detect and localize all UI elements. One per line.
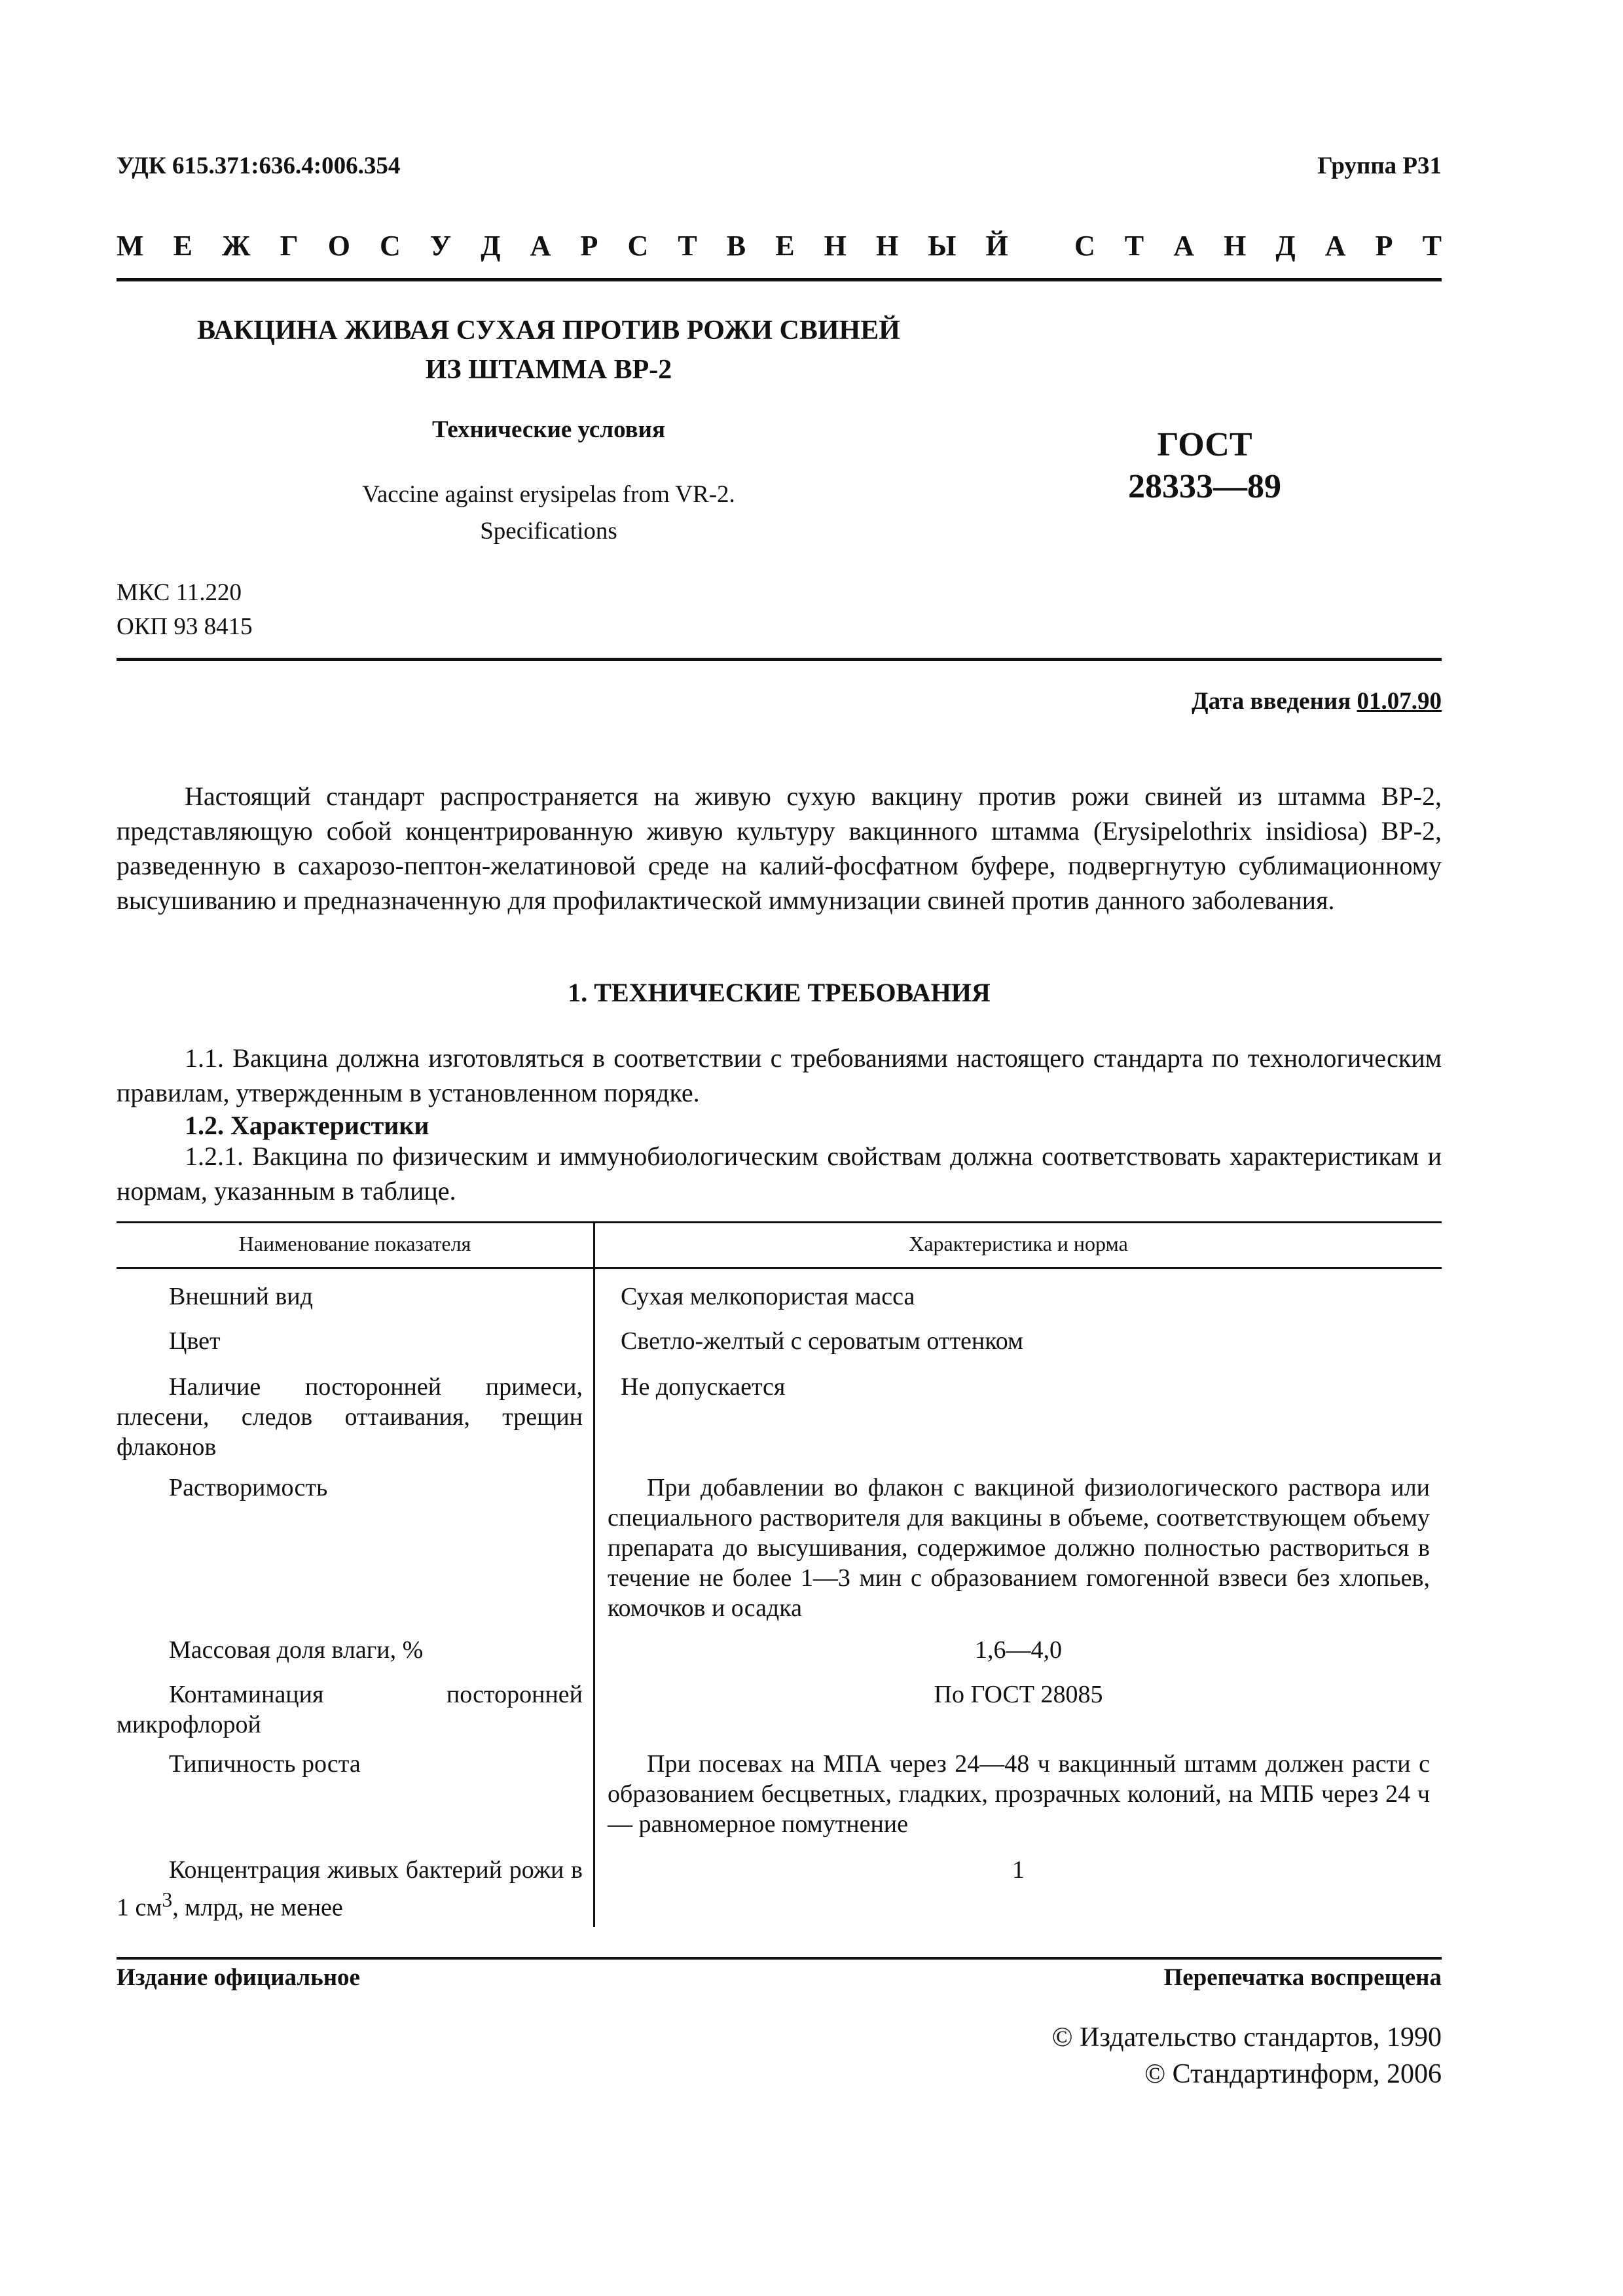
table-row-name-part: , млрд, не менее	[172, 1893, 343, 1922]
gost-number	[1087, 424, 1322, 508]
table-column-divider	[593, 1221, 595, 1927]
title-line-2: ИЗ ШТАММА ВР-2	[425, 355, 672, 385]
table-row-value: По ГОСТ 28085	[934, 1681, 1103, 1708]
effective-date-value: 01.07.90	[1357, 688, 1442, 715]
banner-letter: С	[380, 230, 401, 262]
banner-letter: Р	[580, 230, 598, 262]
banner-letter: Н	[824, 230, 847, 262]
classification-codes	[117, 576, 253, 644]
clause-1-2-1: 1.2.1. Вакцина по физическим и иммунобиологическим свойствам должна соответствовать характеристикам и нормам, указанным в таблице.	[117, 1141, 1442, 1206]
copyright-block	[1052, 2019, 1442, 2092]
clause-1-2-heading: 1.2. Характеристики	[185, 1111, 429, 1140]
clause-1-1: 1.1. Вакцина должна изготовляться в соответствии с требованиями настоящего стандарта по технологическим правилам, утвержденным в установленном порядке.	[117, 1043, 1442, 1107]
table-row-name: Контаминация посторонней микрофлорой	[117, 1681, 583, 1738]
banner-gap	[1038, 229, 1045, 262]
table-row-value: 1,6—4,0	[975, 1636, 1062, 1664]
banner-letter: Т	[1124, 230, 1144, 262]
banner-letter: Д	[1275, 230, 1296, 262]
banner-letter: А	[530, 230, 551, 262]
table-header-name: Наименование показателя	[238, 1232, 471, 1255]
banner-letter: А	[1324, 230, 1346, 262]
banner-letter: Е	[173, 230, 192, 262]
superscript: 3	[162, 1888, 173, 1911]
official-edition-label: Издание официальное	[117, 1964, 360, 1991]
banner-letter: О	[327, 230, 350, 262]
banner-letter: Е	[775, 230, 795, 262]
table-row-name	[117, 1855, 583, 1923]
table-row-value: При посевах на МПА через 24—48 ч вакцинный штамм должен расти с образованием бесцветных, гладких, прозрачных колоний, на МПБ через 24 ч — равномерное помутнение	[608, 1750, 1430, 1838]
table-row-value: Не допускается	[621, 1373, 786, 1401]
table-row-value: Сухая мелкопористая масса	[621, 1283, 915, 1310]
effective-date	[1192, 687, 1442, 715]
section-heading: 1. ТЕХНИЧЕСКИЕ ТРЕБОВАНИЯ	[568, 978, 991, 1007]
table-row-name: Наличие посторонней примеси, плесени, следов оттаивания, трещин флаконов	[117, 1373, 583, 1461]
banner-letter: Г	[280, 230, 299, 262]
copyright-line-1: © Издательство стандартов, 1990	[1051, 2022, 1442, 2053]
document-title	[117, 311, 981, 389]
banner-letter: Н	[1224, 230, 1247, 262]
footer-rule	[117, 1957, 1442, 1960]
udk-code: УДК 615.371:636.4:006.354	[117, 152, 401, 179]
table-row-name: Растворимость	[169, 1474, 328, 1501]
mks-code: МКС 11.220	[117, 579, 242, 606]
english-title-line-2: Specifications	[480, 518, 617, 545]
effective-date-label: Дата введения	[1192, 688, 1357, 715]
header-rule	[117, 278, 1442, 281]
gost-label: ГОСТ	[1157, 426, 1252, 463]
copyright-line-2: © Стандартинформ, 2006	[1144, 2059, 1442, 2089]
intro-paragraph: Настоящий стандарт распространяется на живую сухую вакцину против рожи свиней из штамма ВР-2, представляющую собой концентрированную живую культуру вакцинного штамма (Erysipelothrix insidiosa) ВР-2, разведенную в сахарозо-пептон-желатиновой среде на калий-фосфатном буфере, подвергнутую сублимационному высушиванию и предназначенную для профилактической иммунизации свиней против данного заболевания.	[117, 781, 1442, 915]
table-row-value: Светло-желтый с сероватым оттенком	[621, 1327, 1024, 1355]
table-row-name: Цвет	[169, 1327, 221, 1355]
banner-letter: Т	[1422, 230, 1442, 262]
banner-letter: Р	[1375, 230, 1393, 262]
table-row-name-part: Концентрация живых бактерий рожи в 1 см	[117, 1856, 583, 1922]
characteristics-table	[117, 1221, 1442, 1927]
reprint-prohibited-label: Перепечатка воспрещена	[1163, 1964, 1442, 1991]
table-row-value: 1	[1012, 1856, 1025, 1884]
table-header-norm: Характеристика и норма	[909, 1232, 1128, 1255]
interstate-standard-banner	[117, 229, 1442, 262]
banner-letter: Ж	[222, 230, 251, 262]
banner-letter: Н	[875, 230, 899, 262]
gost-code: 28333—89	[1128, 468, 1281, 505]
banner-letter: Т	[678, 230, 697, 262]
document-subtitle: Технические условия	[432, 416, 665, 443]
okp-code: ОКП 93 8415	[117, 613, 253, 640]
english-title-line-1: Vaccine against erysipelas from VR-2.	[362, 481, 735, 508]
table-row-name: Типичность роста	[169, 1750, 361, 1778]
banner-letter: А	[1173, 230, 1195, 262]
banner-letter: Ы	[928, 230, 957, 262]
table-row-name: Внешний вид	[169, 1283, 313, 1310]
english-title	[117, 476, 981, 550]
title-line-1: ВАКЦИНА ЖИВАЯ СУХАЯ ПРОТИВ РОЖИ СВИНЕЙ	[197, 315, 900, 346]
table-header-rule	[117, 1267, 1442, 1269]
banner-letter: В	[726, 230, 746, 262]
banner-letter: М	[117, 230, 144, 262]
table-row-value: При добавлении во флакон с вакциной физиологического раствора или специального растворителя для вакцины в объеме, соответствующем объему препарата до высушивания, содержимое должно полностью раствориться в течение не более 1—3 мин с образованием гомогенной взвеси без хлопьев, комочков и осадка	[608, 1474, 1430, 1622]
banner-letter: С	[627, 230, 649, 262]
banner-letter: Д	[481, 230, 501, 262]
table-row-name: Массовая доля влаги, %	[169, 1636, 424, 1664]
banner-letter: Й	[985, 230, 1008, 262]
title-block-rule	[117, 658, 1442, 661]
banner-letter: С	[1074, 230, 1095, 262]
banner-letter: У	[429, 230, 452, 262]
group-code: Группа Р31	[1317, 152, 1442, 179]
table-top-rule	[117, 1221, 1442, 1223]
